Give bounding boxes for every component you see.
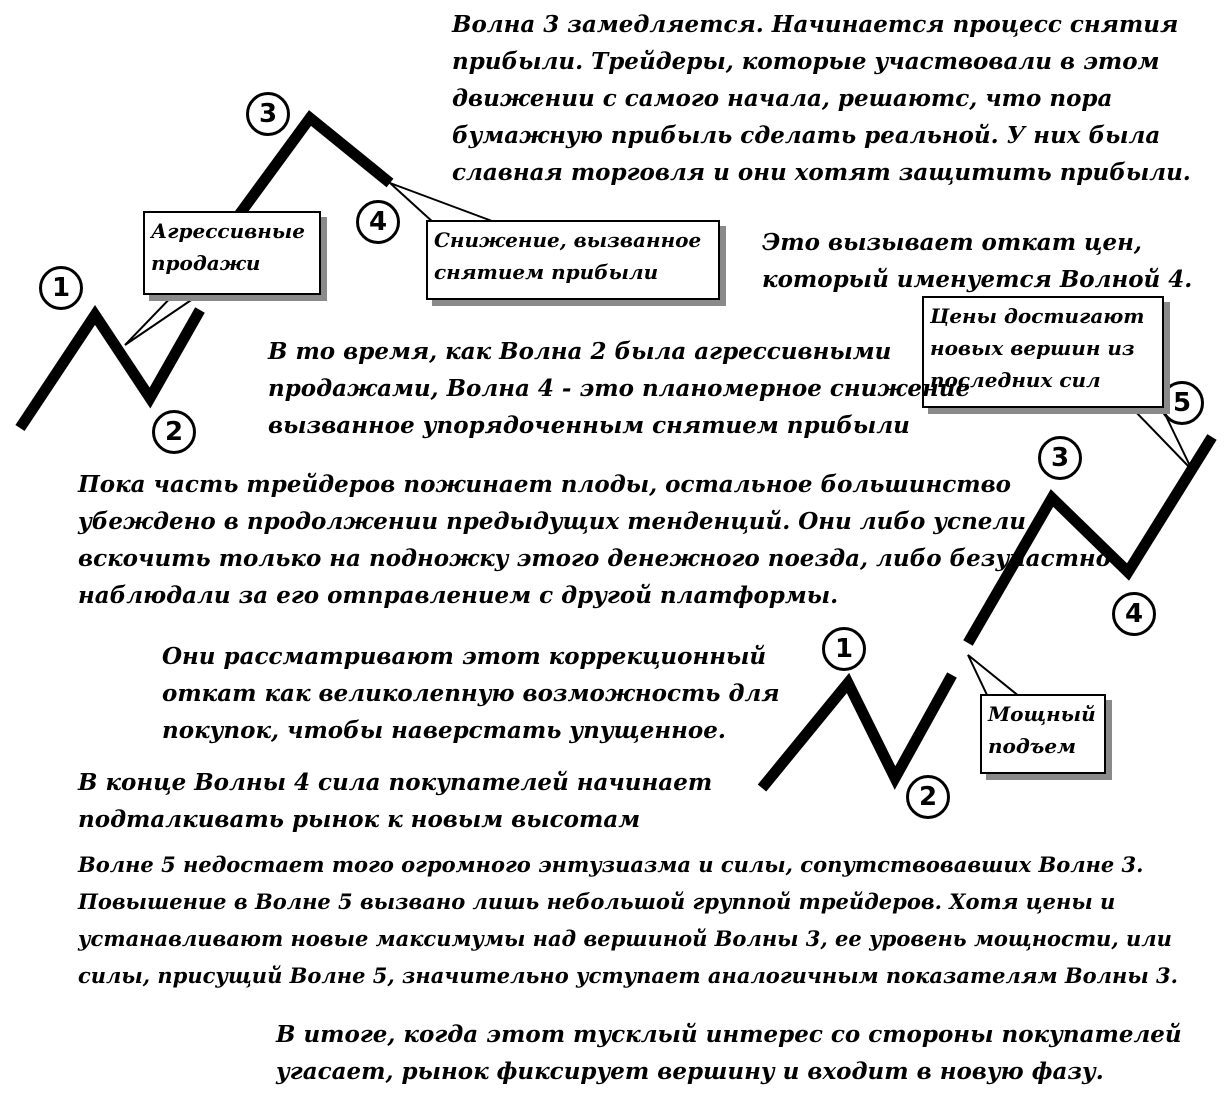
text-line: Они рассматривают этот коррекционный [162, 643, 767, 670]
callout-line: новых вершин из [930, 336, 1135, 360]
profit-taking-callout [426, 220, 720, 300]
right-wave-4-label: 4 [1112, 592, 1156, 636]
text-line: славная торговля и они хотят защитить прибыли. [452, 159, 1191, 186]
text-line: который именуется Волной 4. [762, 266, 1193, 293]
top-paragraph [452, 6, 1191, 191]
text-line: убеждено в продолжении предыдущих тенденций. Они либо успели [78, 508, 1026, 535]
right-wave-1-label: 1 [822, 627, 866, 671]
wave4-end-paragraph [78, 764, 712, 838]
callout-line: Мощный [988, 702, 1096, 726]
powerful-rise-pointer [968, 655, 1020, 697]
text-line: В итоге, когда этот тусклый интерес со стороны покупателей [276, 1021, 1182, 1048]
text-line: Это вызывает откат цен, [762, 229, 1142, 256]
text-line: покупок, чтобы наверстать упущенное. [162, 717, 726, 744]
text-line: устанавливают новые максимумы над вершиной Волны 3, ее уровень мощности, или [78, 926, 1172, 951]
right-wave-1-2-line [762, 675, 952, 788]
text-line: Волне 5 недостает того огромного энтузиазма и силы, сопутствовавших Волне 3. [78, 852, 1144, 877]
callout-line: последних сил [930, 368, 1101, 392]
text-line: бумажную прибыль сделать реальной. У них была [452, 122, 1161, 149]
text-line: Пока часть трейдеров пожинает плоды, остальное большинство [78, 471, 1012, 498]
left-wave-3-label: 3 [246, 92, 290, 136]
callout-line: подъем [988, 734, 1077, 758]
aggressive-sales-callout [143, 211, 321, 295]
wave5-paragraph [78, 846, 1178, 994]
callout-line: Снижение, вызванное [434, 228, 702, 252]
text-line: прибыли. Трейдеры, которые участвовали в этом [452, 48, 1160, 75]
text-line: вызванное упорядоченным снятием прибыли [268, 412, 910, 439]
text-line: продажами, Волна 4 - это планомерное снижение [268, 375, 971, 402]
text-line: силы, присущий Волне 5, значительно уступает аналогичным показателям Волны 3. [78, 963, 1178, 988]
powerful-rise-callout [980, 694, 1106, 774]
callout-line: снятием прибыли [434, 260, 659, 284]
text-line: Волна 3 замедляется. Начинается процесс снятия [452, 11, 1179, 38]
final-paragraph [276, 1016, 1182, 1090]
callout-line: Агрессивные [151, 219, 305, 243]
text-line: Повышение в Волне 5 вызвано лишь небольшой группой трейдеров. Хотя цены и [78, 889, 1116, 914]
text-line: наблюдали за его отправлением с другой платформы. [78, 582, 839, 609]
wave-compare-paragraph [268, 333, 970, 444]
left-wave-1-label: 1 [39, 266, 83, 310]
callout-line: продажи [151, 251, 261, 275]
text-line: движении с самого начала, решаютс, что пора [452, 85, 1113, 112]
text-line: вскочить только на подножку этого денежного поезда, либо безучастно [78, 545, 1112, 572]
callout-line: Цены достигают [930, 304, 1145, 328]
majority-paragraph [78, 466, 1111, 614]
right-wave-5-label: 5 [1160, 381, 1204, 425]
text-line: В то время, как Волна 2 была агрессивными [268, 338, 892, 365]
pullback-note [762, 224, 1192, 298]
text-line: В конце Волны 4 сила покупателей начинает [78, 769, 713, 796]
left-wave-2-label: 2 [152, 410, 196, 454]
text-line: откат как великолепную возможность для [162, 680, 780, 707]
opportunity-paragraph [162, 638, 780, 749]
right-wave-3-label: 3 [1038, 436, 1082, 480]
text-line: подталкивать рынок к новым высотам [78, 806, 641, 833]
right-wave-2-label: 2 [906, 775, 950, 819]
text-line: угасает, рынок фиксирует вершину и входит в новую фазу. [276, 1058, 1104, 1085]
left-wave-4-label: 4 [356, 200, 400, 244]
